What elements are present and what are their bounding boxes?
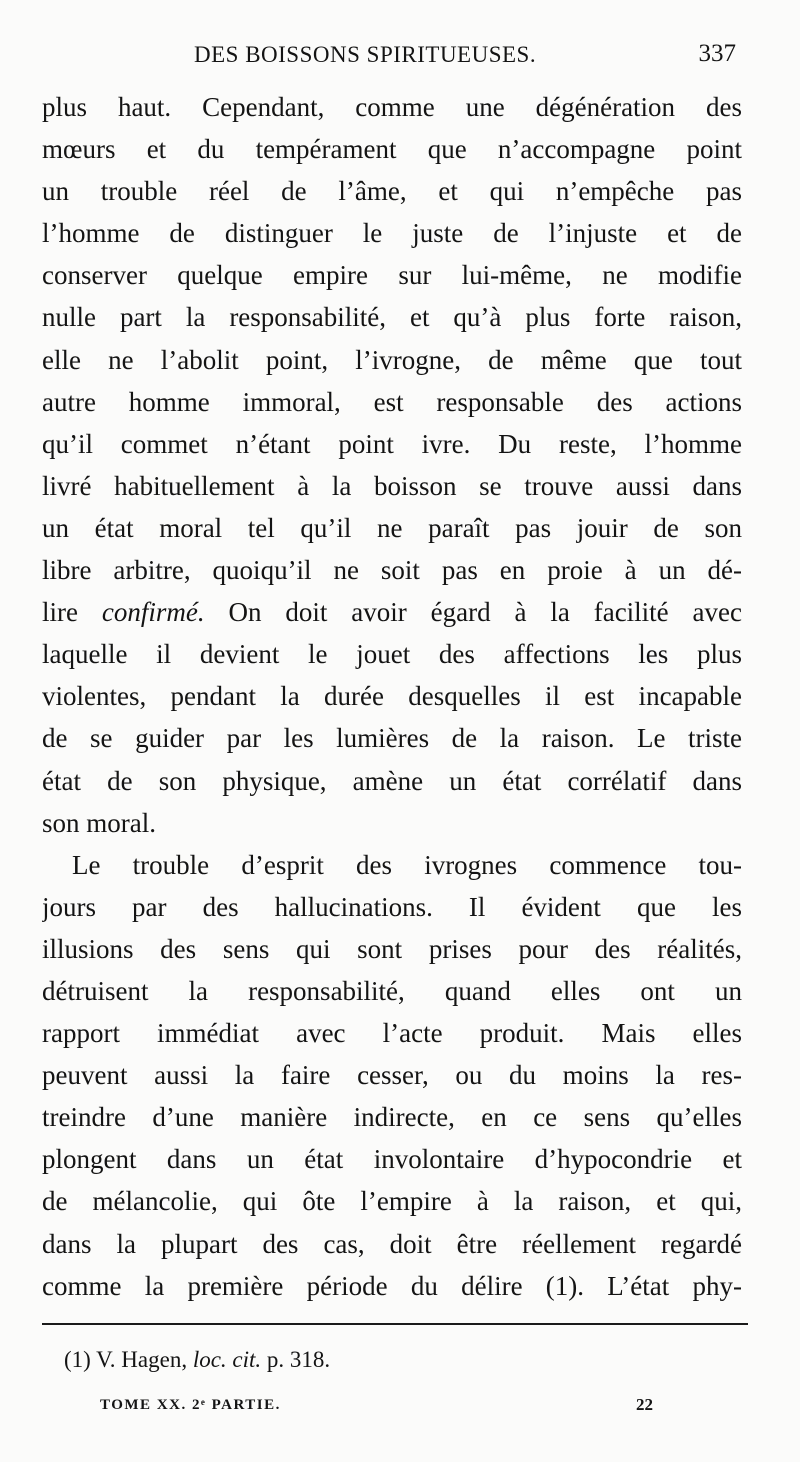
text-line: rapport immédiat avec l’acte produit. Mais elles: [42, 1018, 742, 1049]
running-head: DES BOISSONS SPIRITUEUSES.: [194, 42, 537, 67]
text-line: détruisent la responsabilité, quand elles ont un: [42, 975, 742, 1006]
text-line: mœurs et du tempérament que n’accompagne point: [42, 134, 742, 165]
text-line: son moral.: [42, 807, 156, 838]
text-line: laquelle il devient le jouet des affections les plus: [42, 639, 742, 670]
text-line: un trouble réel de l’âme, et qui n’empêche pas: [42, 176, 742, 207]
text-line: illusions des sens qui sont prises pour des réalités,: [42, 933, 742, 964]
text-line: de se guider par les lumières de la raison. Le triste: [42, 723, 742, 754]
footnote-italic: loc. cit.: [192, 1347, 262, 1372]
text-line: nulle part la responsabilité, et qu’à plus forte raison,: [42, 302, 742, 333]
body-text: [42, 86, 742, 1307]
text-line: livré habituellement à la boisson se trouve aussi dans: [42, 470, 742, 501]
footnote-rest: p. 318.: [261, 1347, 331, 1372]
sheet-number: 22: [636, 1395, 653, 1414]
text-segment: lire: [42, 597, 102, 628]
text-line: de mélancolie, qui ôte l’empire à la raison, et qui,: [42, 1186, 742, 1217]
text-line: état de son physique, amène un état corrélatif dans: [42, 765, 742, 796]
text-line: jours par des hallucinations. Il évident que les: [42, 891, 742, 922]
text-line: l’homme de distinguer le juste de l’injuste et de: [42, 218, 742, 249]
page-header: [40, 36, 740, 76]
text-line: un état moral tel qu’il ne paraît pas jouir de son: [42, 512, 742, 543]
text-segment: On doit avoir égard à la facilité avec: [204, 597, 742, 628]
text-line: conserver quelque empire sur lui-même, ne modifie: [42, 260, 742, 291]
paragraph-start-line: Le trouble d’esprit des ivrognes commence tou-: [72, 849, 742, 880]
text-line: comme la première période du délire (1). L’état phy-: [42, 1270, 742, 1301]
italic-term: confirmé.: [101, 597, 205, 628]
text-line: violentes, pendant la durée desquelles il est incapable: [42, 681, 742, 712]
footnote-marker: (1) V. Hagen,: [64, 1347, 193, 1372]
page-number: 337: [698, 40, 736, 67]
text-line: libre arbitre, quoiqu’il ne soit pas en proie à un dé-: [42, 555, 742, 586]
text-line: treindre d’une manière indirecte, en ce sens qu’elles: [42, 1102, 742, 1133]
text-line: plongent dans un état involontaire d’hypocondrie et: [42, 1144, 742, 1175]
footnote: [64, 1347, 330, 1373]
signature-line: TOME XX. 2ᵉ PARTIE.: [100, 1397, 281, 1413]
text-line: elle ne l’abolit point, l’ivrogne, de même que tout: [42, 344, 742, 375]
text-line-with-italic: [42, 591, 742, 633]
text-line: autre homme immoral, est responsable des actions: [42, 386, 742, 417]
text-line: qu’il commet n’étant point ivre. Du reste, l’homme: [42, 428, 742, 459]
text-line: dans la plupart des cas, doit être réellement regardé: [42, 1228, 742, 1259]
footnote-rule: [42, 1323, 748, 1325]
text-line: plus haut. Cependant, comme une dégénération des: [42, 92, 742, 122]
text-line: peuvent aussi la faire cesser, ou du moins la res-: [42, 1060, 742, 1091]
